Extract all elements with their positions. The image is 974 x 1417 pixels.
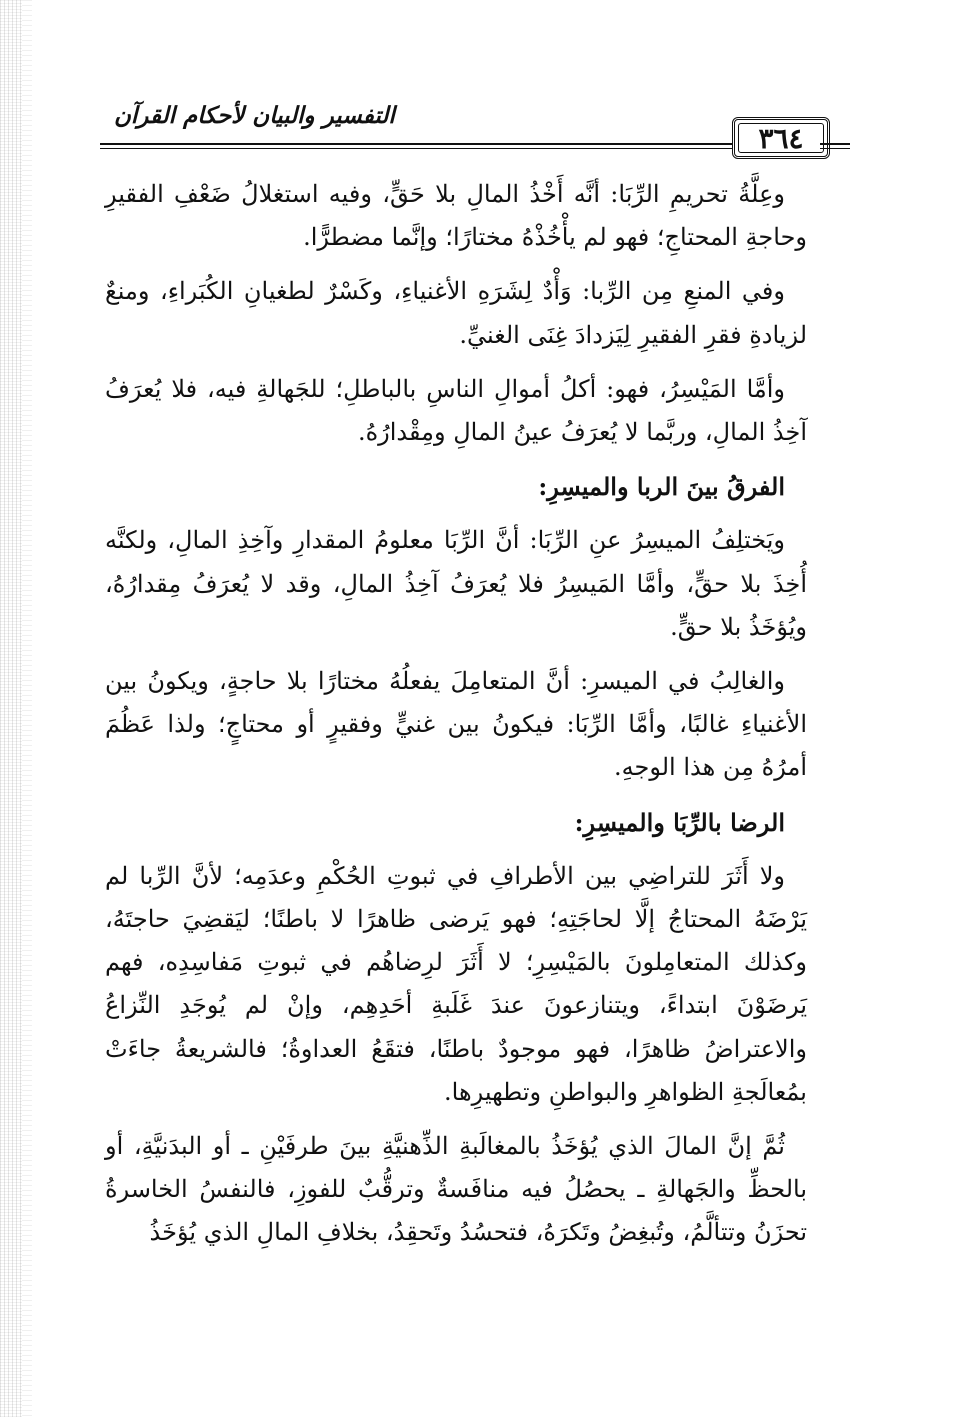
header-rule: [100, 143, 824, 145]
paragraph: ويَختلِفُ الميسِرُ عنِ الرِّبَا: أنَّ الرِّبَا معلومُ المقدارِ وآخِذِ المالِ، ولكنَّه أُخِذَ بلا حقٍّ، وأمَّا المَيسِرُ فلا يُعرَفُ آخِذُ المالِ، وقد لا يُعرَفُ مِقدارُهُ، ويُؤخَذُ بلا حقٍّ.: [105, 526, 807, 641]
running-title: التفسير والبيان لأحكام القرآن: [110, 102, 399, 129]
scan-edge-shadow: [0, 0, 22, 1417]
paragraph: ثُمَّ إنَّ المالَ الذي يُؤخَذُ بالمغالَبةِ الذِّهنيَّةِ بينَ طرفَيْنِ ـ أو البدَنيَّةِ، أو بالحظِّ والجَهالةِ ـ يحصُلُ فيه منافَسةٌ وترقُّبٌ للفوزِ، فالنفسُ الخاسرةُ تحزَنُ وتتألَّمُ، وتُبغِضُ وتَكرَهُ، فتحسُدُ وتَحقِدُ، بخلافِ المالِ الذي يُؤخَذُ: [105, 1132, 807, 1247]
paragraph: وفي المنعِ مِن الرِّبا: وَأْدٌ لِشَرَهِ الأغنياءِ، وكَسْرٌ لطغيانِ الكُبَراءِ، ومنعٌ لزيادةِ فقرِ الفقيرِ لِيَزدادَ غِنَى الغنيِّ.: [105, 277, 807, 349]
section-heading: الرضا بالرِّبَا والميسِرِ:: [574, 807, 785, 837]
paragraph: وأمَّا المَيْسِرُ، فهو: أكلُ أموالِ الناسِ بالباطلِ؛ للجَهالةِ فيه، فلا يُعرَفُ آخِذُ المالِ، وربَّما لا يُعرَفُ عينُ المالِ ومِقْدارُهُ.: [105, 374, 807, 447]
header-rule-right: [820, 143, 850, 145]
paragraph: وعِلَّةُ تحريمِ الرِّبَا: أنَّه أَخْذُ المالِ بلا حَقٍّ، وفيه استغلالُ ضَعْفِ الفقيرِ وحاجةِ المحتاجِ؛ فهو لم يأْخُذْهُ مختارًا؛ وإنَّما مضطرًّا.: [105, 180, 807, 252]
page-header: [100, 100, 824, 160]
page-body: [105, 173, 807, 1266]
header-rule-right-thin: [820, 148, 850, 149]
scan-edge-shadow-inner: [22, 0, 32, 1417]
page-number: ٣٦٤: [732, 117, 830, 159]
header-rule-thin: [100, 148, 824, 149]
paragraph: ولا أَثَرَ للتراضِي بين الأطرافِ في ثبوتِ الحُكْمِ وعدَمِه؛ لأنَّ الرِّبا لم يَرْضَهُ المحتاجُ إلَّا لحاجَتِهِ؛ فهو يَرضى ظاهرًا لا باطنًا؛ ليَقضِيَ حاجتَهُ، وكذلك المتعامِلونَ بالمَيْسِرِ؛ لا أَثَرَ لرِضاهُم في ثبوتِ مَفاسِدِه، فهم يَرضَوْنَ ابتداءً، ويتنازعونَ عندَ غَلَبةِ أحَدِهِم، وإنْ لم يُوجَدِ النِّزاعُ والاعتراضُ ظاهرًا، فهو موجودٌ باطنًا، فتقَعُ العداوةُ؛ فالشريعةُ جاءَتْ بمُعالَجةِ الظواهرِ والبواطنِ وتطهيرِها.: [105, 861, 807, 1106]
paragraph: والغالِبُ في الميسرِ: أنَّ المتعامِلَ يفعلُهُ مختارًا بلا حاجةٍ، ويكونُ بين الأغنياءِ غالبًا، وأمَّا الرِّبَا: فيكونُ بين غنيٍّ وفقيرٍ أو محتاجٍ؛ ولذا عَظُمَ أمرُهُ مِن هذا الوجهِ.: [105, 667, 807, 782]
section-heading: الفرقُ بينَ الربا والميسِرِ:: [538, 472, 785, 502]
